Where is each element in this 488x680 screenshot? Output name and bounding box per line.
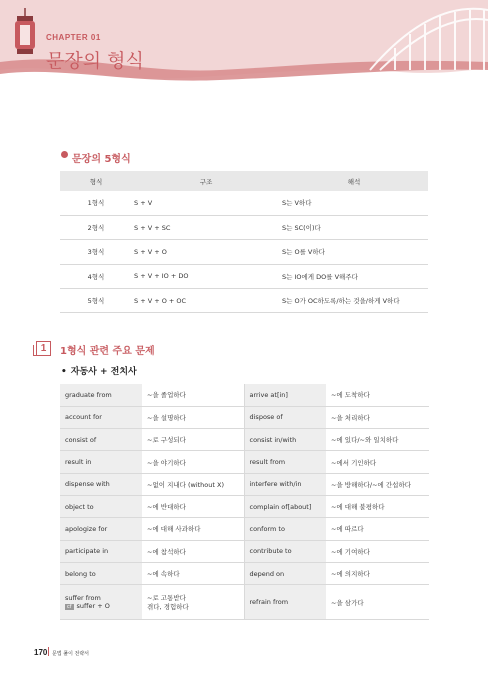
meaning-cell: S는 IO에게 DO를 V해주다	[280, 264, 428, 288]
phrase-cell: refrain from	[244, 585, 326, 620]
section-number-badge: 1	[36, 341, 51, 356]
form-cell: 5형식	[60, 289, 132, 313]
phrase-cell: contribute to	[244, 540, 326, 562]
lantern-icon	[12, 8, 38, 62]
phrase-cell: apologize for	[60, 518, 142, 540]
table-row	[60, 451, 429, 473]
meaning-cell: ~에서 기인하다	[326, 451, 429, 473]
form-cell: 4형식	[60, 264, 132, 288]
phrase-cell: dispense with	[60, 473, 142, 495]
meaning-cell: S는 SC(이)다	[280, 215, 428, 239]
table-row	[60, 264, 428, 288]
meaning-cell: ~로 고통받다 겪다, 경험하다	[142, 585, 244, 620]
column-header: 해석	[280, 171, 428, 191]
meaning-cell: ~을 설명하다	[142, 406, 244, 428]
structure-cell: S + V + IO + DO	[132, 264, 280, 288]
table-row	[60, 495, 429, 517]
column-header: 형식	[60, 171, 132, 191]
phrase-cell: interfere with/in	[244, 473, 326, 495]
phrase-cell: consist in/with	[244, 429, 326, 451]
phrase-cell: consist of	[60, 429, 142, 451]
structure-cell: S + V	[132, 191, 280, 215]
table-row	[60, 518, 429, 540]
section-title: 문장의 5형식	[72, 154, 131, 165]
structure-cell: S + V + SC	[132, 215, 280, 239]
phrase-cell: graduate from	[60, 384, 142, 406]
verb-preposition-table	[60, 384, 429, 620]
meaning-cell: ~에 따르다	[326, 518, 429, 540]
phrase-cell: dispose of	[244, 406, 326, 428]
structure-cell: S + V + O	[132, 240, 280, 264]
chapter-banner	[0, 0, 488, 98]
table-row	[60, 240, 428, 264]
meaning-cell: ~을 처리하다	[326, 406, 429, 428]
meaning-cell: ~에 있다/~와 일치하다	[326, 429, 429, 451]
table-row	[60, 585, 429, 620]
meaning-cell: ~에 참석하다	[142, 540, 244, 562]
phrase-cell: participate in	[60, 540, 142, 562]
form-cell: 3형식	[60, 240, 132, 264]
phrase-cell: depend on	[244, 562, 326, 584]
structure-cell: S + V + O + OC	[132, 289, 280, 313]
table-row	[60, 540, 429, 562]
meaning-cell: S는 O를 V하다	[280, 240, 428, 264]
meaning-cell: ~없이 지내다 (without X)	[142, 473, 244, 495]
phrase-cell: conform to	[244, 518, 326, 540]
phrase-cell: belong to	[60, 562, 142, 584]
phrase-cell: result from	[244, 451, 326, 473]
form-cell: 2형식	[60, 215, 132, 239]
meaning-cell: S는 V하다	[280, 191, 428, 215]
cf-tag: cf	[67, 604, 72, 611]
table-row	[60, 473, 429, 495]
meaning-cell: ~에 기여하다	[326, 540, 429, 562]
page-number: 170	[34, 648, 48, 657]
phrase-cell: result in	[60, 451, 142, 473]
table-row	[60, 562, 429, 584]
footer-divider	[48, 647, 49, 656]
chapter-label: CHAPTER 01	[46, 33, 101, 42]
section-title: 1형식 관련 주요 문제	[60, 346, 155, 357]
meaning-cell: ~을 졸업하다	[142, 384, 244, 406]
meaning-cell: ~에 대해 사과하다	[142, 518, 244, 540]
form-cell: 1형식	[60, 191, 132, 215]
table-row	[60, 406, 429, 428]
meaning-cell: ~에 속하다	[142, 562, 244, 584]
book-title: 문법 풀이 전략서	[52, 651, 89, 657]
page-title: 문장의 형식	[46, 50, 144, 72]
meaning-cell: ~에 대해 불평하다	[326, 495, 429, 517]
phrase-line: suffer from	[65, 594, 101, 603]
table-row	[60, 384, 429, 406]
column-header: 구조	[132, 171, 280, 191]
table-header-row	[60, 171, 428, 191]
phrase-cell: account for	[60, 406, 142, 428]
meaning-cell: ~을 야기하다	[142, 451, 244, 473]
subsection-title: • 자동사 + 전치사	[61, 364, 137, 377]
table-row	[60, 191, 428, 215]
phrase-cell	[60, 585, 142, 620]
phrase-line: cf suffer + O	[67, 602, 110, 611]
phrase-cell: arrive at[in]	[244, 384, 326, 406]
five-forms-table	[60, 171, 428, 313]
table-row	[60, 429, 429, 451]
phrase-cell: complain of[about]	[244, 495, 326, 517]
meaning-cell: ~에 도착하다	[326, 384, 429, 406]
meaning-cell: ~을 삼가다	[326, 585, 429, 620]
meaning-cell: ~을 방해하다/~에 간섭하다	[326, 473, 429, 495]
table-row	[60, 215, 428, 239]
meaning-cell: ~에 반대하다	[142, 495, 244, 517]
phrase-cell: object to	[60, 495, 142, 517]
table-row	[60, 289, 428, 313]
meaning-cell: ~에 의지하다	[326, 562, 429, 584]
meaning-cell: ~로 구성되다	[142, 429, 244, 451]
meaning-cell: S는 O가 OC하도록/하는 것을/하게 V하다	[280, 289, 428, 313]
